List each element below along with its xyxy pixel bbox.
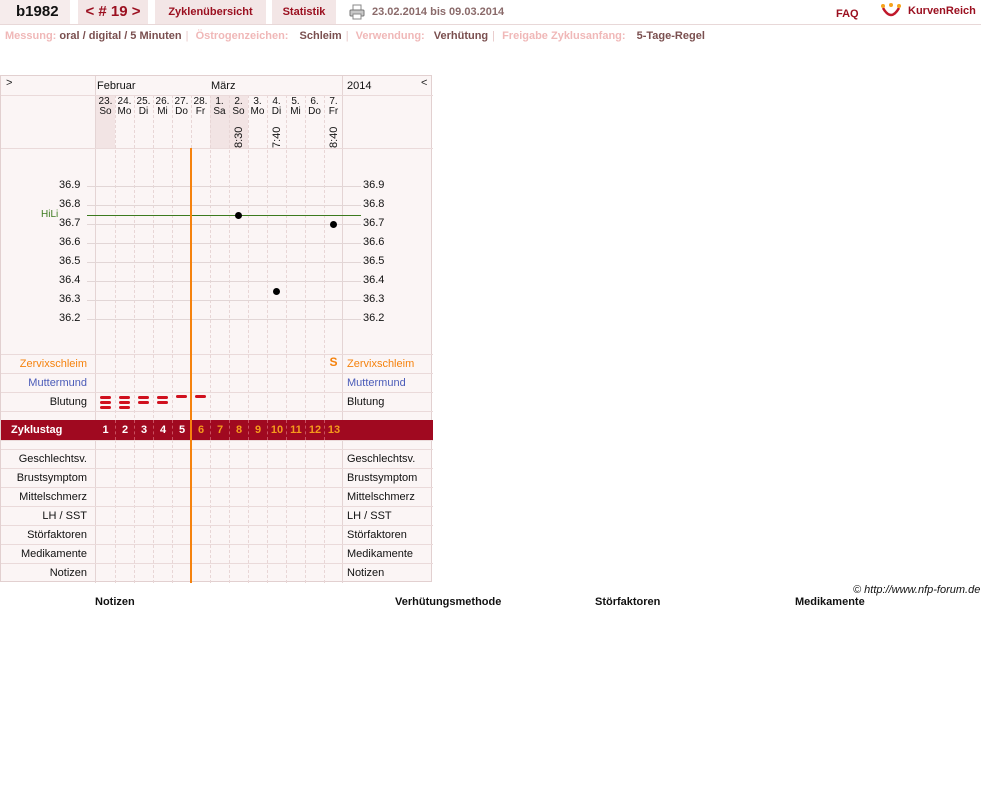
day-date: 4. [272,96,281,107]
hili-label: HiLi [41,209,59,220]
row-zervixschleim-label: Zervixschleim [19,358,87,370]
row-line [1,392,433,393]
temp-label-left: 36.8 [59,198,81,210]
day-weekday: Mo [117,106,132,117]
temp-label-right: 36.3 [363,293,385,305]
cycle-day-number[interactable]: 3 [134,420,153,440]
row-label-right: Brustsymptom [347,472,418,484]
messung-label: Messung: [5,30,57,42]
temp-label-left: 36.9 [59,179,81,191]
day-column-line [286,95,287,583]
day-weekday: Di [138,106,149,117]
cycle-day-number[interactable]: 5 [172,420,191,440]
day-column-line [267,95,268,583]
legend-medikamente: Medikamente [795,596,865,608]
day-column-line [248,95,249,583]
day-date: 24. [117,96,132,107]
blutung-mark[interactable] [119,401,130,404]
temp-label-left: 36.2 [59,312,81,324]
day-weekday: Do [175,106,188,117]
blutung-mark[interactable] [157,396,168,399]
row-label-left: Medikamente [20,548,87,560]
row-muttermund-label: Muttermund [28,377,87,389]
day-column-line [324,95,325,583]
blutung-mark[interactable] [119,406,130,409]
prev-cycle-arrow[interactable]: > [6,77,13,89]
legend-stoerfaktoren: Störfaktoren [595,596,661,608]
user-name: b1982 [0,0,70,24]
row-line [1,411,433,412]
temp-label-right: 36.2 [363,312,385,324]
day-header-cell[interactable] [267,97,286,117]
zervix-symbol[interactable]: S [329,355,338,369]
temp-label-right: 36.9 [363,179,385,191]
row-label-left: Geschlechtsv. [18,453,87,465]
day-header-cell[interactable] [248,97,267,117]
temp-grid-line [87,186,361,187]
row-label-left: Störfaktoren [27,529,87,541]
day-weekday: Mo [250,106,265,117]
legend-notizen: Notizen [95,596,135,608]
row-line [1,506,433,507]
blutung-mark[interactable] [100,401,111,404]
temp-grid-line [87,281,361,282]
row-label-left: Brustsymptom [16,472,87,484]
next-cycle-arrow[interactable]: < [421,77,428,89]
messung-value: oral / digital / 5 Minuten [59,30,182,42]
day-date: 1. [215,96,224,107]
day-weekday: So [99,106,112,117]
day-header-cell[interactable] [172,97,191,117]
verwendung-value: Verhütung [433,30,489,42]
day-weekday: Mi [157,106,168,117]
cycle-day-number[interactable]: 2 [115,420,134,440]
legend-verhuetungsmethode: Verhütungsmethode [395,596,502,608]
day-date: 7. [329,96,338,107]
cycle-chart [0,75,432,582]
day-date: 23. [98,96,113,107]
kurvenreich-logo-icon[interactable] [880,2,902,20]
day-date: 6. [310,96,319,107]
day-date: 27. [174,96,189,107]
blutung-mark[interactable] [119,396,130,399]
oestrogen-value: Schleim [299,30,342,42]
temperature-point[interactable] [273,288,280,295]
row-line [1,440,433,441]
day-date: 28. [193,96,208,107]
row-blutung-label: Blutung [49,396,87,408]
verwendung-label: Verwendung: [355,30,425,42]
tab-statistik[interactable]: Statistik [272,0,336,24]
kurvenreich-logo-text[interactable]: KurvenReich [908,5,976,17]
cycle-day-number[interactable]: 12 [305,420,324,440]
day-header-cell[interactable] [153,97,172,117]
cycle-day-number[interactable]: 11 [286,420,305,440]
cycle-day-number[interactable]: 7 [210,420,229,440]
day-weekday: So [232,106,245,117]
temp-label-right: 36.8 [363,198,385,210]
row-line [1,525,433,526]
day-date: 26. [155,96,170,107]
row-label-right: Mittelschmerz [347,491,415,503]
current-day-line [190,148,192,583]
day-date: 5. [291,96,300,107]
freigabe-value: 5-Tage-Regel [636,30,705,42]
faq-link[interactable]: FAQ [836,8,859,20]
zyklustag-label: Zyklustag [11,424,63,436]
date-range: 23.02.2014 bis 09.03.2014 [372,6,505,18]
row-line [1,487,433,488]
settings-info-line: Messung: oral / digital / 5 Minuten | Östrogenzeichen: Schleim | Verwendung: Verhütung | Freigabe Zyklusanfang: 5-Tage-Regel [5,30,705,42]
row-line [1,354,433,355]
row-label-left: Mittelschmerz [19,491,87,503]
row-label-left: LH / SST [42,510,87,522]
row-blutung-label-right: Blutung [347,396,385,408]
day-weekday: Di [271,106,282,117]
row-line [1,148,433,149]
month-februar: Februar [97,80,136,92]
tab-zyklenuebersicht[interactable]: Zyklenübersicht [155,0,266,24]
temp-grid-line [87,243,361,244]
day-column-line [115,95,116,583]
day-column-line [305,95,306,583]
cycle-day-number[interactable]: 1 [102,424,109,436]
day-column-line [229,95,230,583]
blutung-mark[interactable] [100,396,111,399]
temp-grid-line [87,262,361,263]
day-header-cell[interactable] [286,97,305,117]
month-maerz: März [211,80,236,92]
cycle-day-number[interactable]: 6 [191,420,210,440]
temp-grid-line [87,300,361,301]
cycle-day-number[interactable]: 10 [267,420,286,440]
measurement-time: 7:40 [271,126,283,148]
temp-label-right: 36.6 [363,236,385,248]
zyklustag-bar [1,420,433,440]
day-header-cell[interactable] [191,97,210,117]
day-header-cell[interactable] [96,97,115,117]
blutung-mark[interactable] [176,395,187,398]
day-header-cell[interactable] [210,97,229,117]
cycle-day-number[interactable]: 4 [153,420,172,440]
copyright: © http://www.nfp-forum.de [853,584,981,596]
row-line [1,544,433,545]
day-header-cell[interactable] [305,97,324,117]
day-weekday: Do [308,106,321,117]
day-header-cell[interactable] [324,97,343,117]
year-label: 2014 [347,80,372,92]
temp-label-left: 36.7 [59,217,81,229]
freigabe-label: Freigabe Zyklusanfang: [502,30,626,42]
row-line [1,449,433,450]
measurement-time: 8:40 [328,126,340,148]
temp-label-left: 36.4 [59,274,81,286]
row-label-right: LH / SST [347,510,392,522]
day-weekday: Fr [328,106,339,117]
day-date: 25. [136,96,151,107]
day-weekday: Mi [290,106,301,117]
day-date: 2. [234,96,243,107]
cycle-navigator[interactable]: < # 19 > [78,0,148,24]
blutung-mark[interactable] [100,406,111,409]
row-label-right: Störfaktoren [347,529,407,541]
temp-grid-line [87,205,361,206]
row-label-right: Geschlechtsv. [347,453,416,465]
row-label-right: Notizen [347,567,385,579]
measurement-time: 8:30 [233,126,245,148]
day-header-cell[interactable] [134,97,153,117]
row-line [1,563,433,564]
day-date: 3. [253,96,262,107]
temp-label-left: 36.5 [59,255,81,267]
hili-line [87,215,361,216]
temperature-point[interactable] [235,212,242,219]
row-zervixschleim-label-right: Zervixschleim [347,358,415,370]
blutung-mark[interactable] [195,395,206,398]
day-column-line [134,95,135,583]
cycle-day-number[interactable]: 9 [248,420,267,440]
temp-label-right: 36.5 [363,255,385,267]
temp-grid-line [87,319,361,320]
row-line [1,468,433,469]
day-header-cell[interactable] [115,97,134,117]
blutung-mark[interactable] [157,401,168,404]
blutung-mark[interactable] [138,396,149,399]
blutung-mark[interactable] [138,401,149,404]
row-muttermund-label-right: Muttermund [347,377,406,389]
row-label-left: Notizen [49,567,87,579]
day-header-cell[interactable] [229,97,248,117]
day-column-line [172,95,173,583]
row-line [1,373,433,374]
printer-icon[interactable] [349,4,365,20]
temp-label-left: 36.3 [59,293,81,305]
day-weekday: Fr [195,106,206,117]
day-column-line [153,95,154,583]
row-label-right: Medikamente [347,548,414,560]
temp-grid-line [87,224,361,225]
cycle-day-number[interactable]: 8 [229,420,248,440]
temp-label-right: 36.7 [363,217,385,229]
temp-label-left: 36.6 [59,236,81,248]
day-weekday: Sa [213,106,226,117]
cycle-day-number[interactable]: 13 [324,420,343,440]
temperature-point[interactable] [330,221,337,228]
temp-label-right: 36.4 [363,274,385,286]
oestrogen-label: Östrogenzeichen: [195,30,289,42]
day-column-line [210,95,211,583]
